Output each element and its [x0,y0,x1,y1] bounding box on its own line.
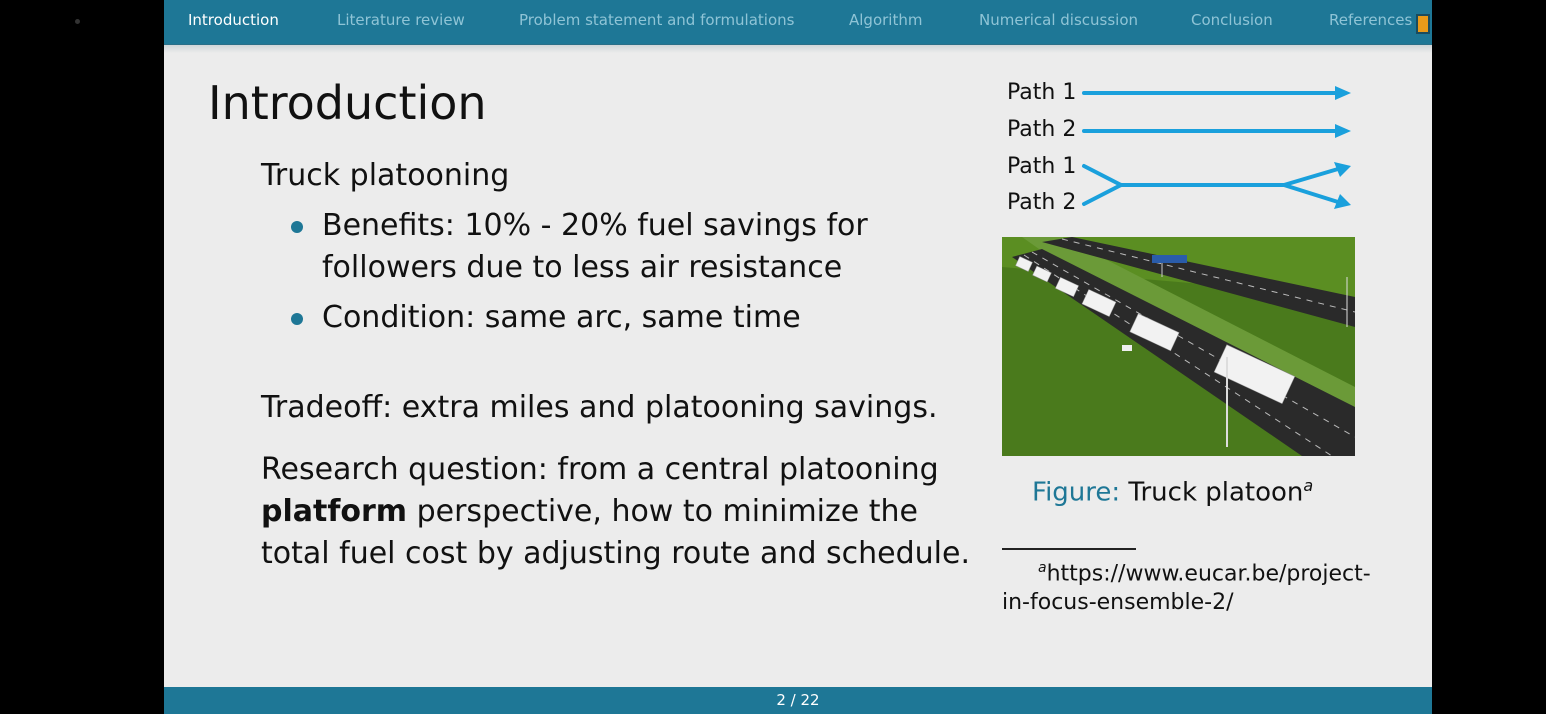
nav-tab-literature-review[interactable]: Literature review [337,11,465,29]
page-number: 2 / 22 [776,691,820,709]
footer-bar [164,687,1432,714]
nav-tab-algorithm[interactable]: Algorithm [849,11,923,29]
bullet-icon [291,221,303,233]
bullet-benefits-line2: followers due to less air resistance [322,250,843,285]
path-label-2b: Path 2 [1007,190,1077,215]
bullet-benefits-line1: Benefits: 10% - 20% fuel savings for [322,208,868,243]
bullet-icon [291,313,303,325]
separate-paths-arrows [1084,86,1351,138]
nav-tab-conclusion[interactable]: Conclusion [1191,11,1273,29]
path-label-2a: Path 2 [1007,117,1077,142]
merged-paths-arrows [1084,162,1351,209]
path-label-1a: Path 1 [1007,80,1077,105]
figure-caption-label: Figure: [1032,477,1121,508]
section-nav-bar [164,0,1432,45]
footnote-line2[interactable]: in-focus-ensemble-2/ [1002,590,1234,615]
nav-tab-numerical-discussion[interactable]: Numerical discussion [979,11,1139,29]
path-label-1b: Path 1 [1007,154,1077,179]
progress-marker-icon [1416,14,1430,34]
nav-tab-problem-statement[interactable]: Problem statement and formulations [519,11,795,29]
figure-caption-footnote-mark: a [1303,476,1314,495]
nav-tab-references[interactable]: References [1329,11,1413,29]
footnote-url-part1[interactable]: https://www.eucar.be/project- [1046,561,1371,587]
tradeoff-text: Tradeoff: extra miles and platooning savings. [261,390,938,425]
figure-caption-text: Truck platoon [1120,477,1304,508]
nav-shadow [164,45,1432,53]
path-diagram [1079,80,1359,215]
research-question-line3: total fuel cost by adjusting route and schedule. [261,536,970,571]
figure-caption [1032,476,1313,508]
research-question-line2 [261,494,918,529]
truck-platoon-image [1002,237,1355,456]
research-question-line1: Research question: from a central platooning [261,452,939,487]
research-question-line2-rest: perspective, how to minimize the [407,494,918,529]
bullet-condition: Condition: same arc, same time [322,300,801,335]
subtitle-truck-platooning: Truck platooning [261,158,510,193]
platform-bold-word: platform [261,494,408,529]
slide-title: Introduction [208,76,487,130]
slide [164,0,1432,714]
footnote-rule [1002,548,1136,550]
footnote-line1 [1038,560,1371,586]
footnote-mark: a [1038,560,1047,576]
screen-dot [75,19,80,24]
nav-tab-introduction[interactable]: Introduction [188,11,279,29]
